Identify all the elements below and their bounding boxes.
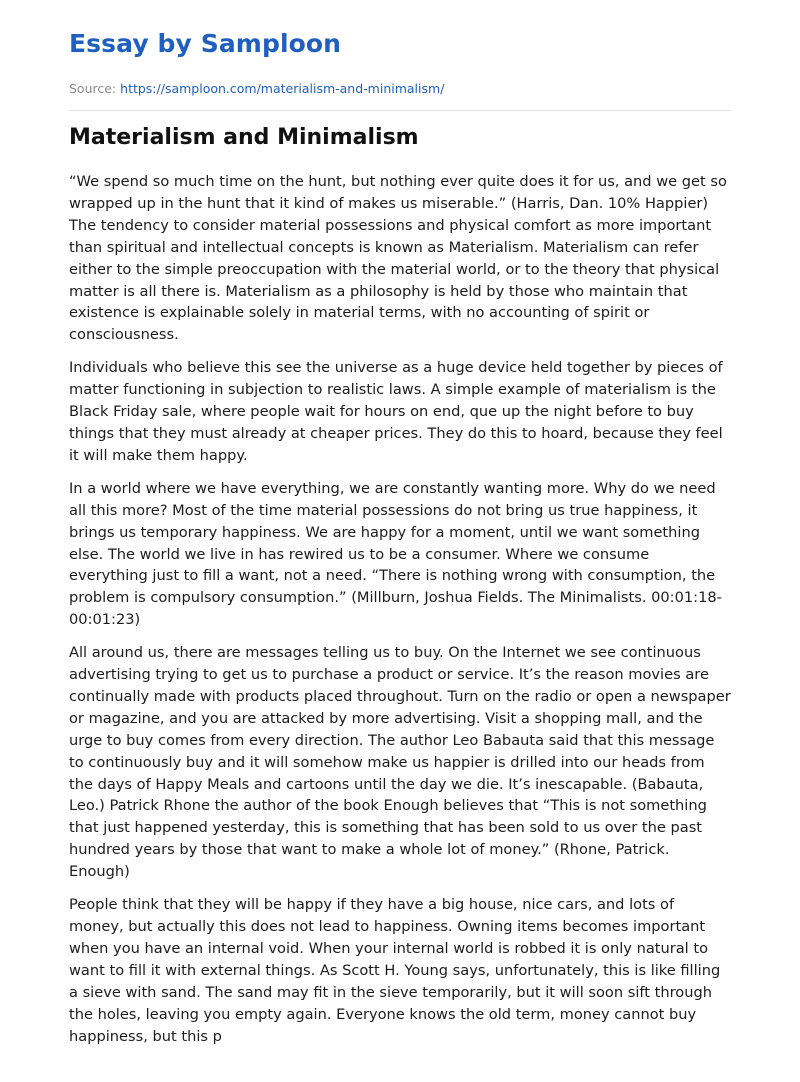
essay-paragraph: “We spend so much time on the hunt, but nothing ever quite does it for us, and we get so wrapped up in the hunt that it kind of makes us miserable.” (Harris, Dan. 10% Happier) The tendency to consider material possessions and physical comfort as more important than spiritual and intellectual concepts is known as Materialism. Materialism can refer either to the simple preoccupation with the material world, or to the theory that physical matter is all there is. Materialism as a philosophy is held by those who maintain that existence is explainable solely in material terms, with no accounting of spirit or consciousness. [69, 173, 727, 344]
site-brand: Essay by Samploon [69, 29, 342, 58]
source-line [69, 80, 731, 98]
essay-title: Materialism and Minimalism [69, 125, 419, 150]
essay-paragraph: In a world where we have everything, we are constantly wanting more. Why do we need all this more? Most of the time material possessions do not bring us true happiness, it brings us temporary happiness. We are happy for a moment, until we want something else. The world we live in has rewired us to be a consumer. Where we consume everything just to fill a want, not a need. “There is nothing wrong with consumption, the problem is compulsory consumption.” (Millburn, Joshua Fields. The Minimalists. 00:01:18-00:01:23) [69, 479, 722, 629]
essay-paragraph: People think that they will be happy if they have a big house, nice cars, and lots of money, but actually this does not lead to happiness. Owning items becomes important when you have an internal void. When your internal world is robbed it is only natural to want to fill it with external things. As Scott H. Young says, unfortunately, this is like filling a sieve with sand. The sand may fit in the sieve temporarily, but it will soon sift through the holes, leaving you empty again. Everyone knows the old term, money cannot buy happiness, but this p [69, 896, 721, 1045]
source-label: Source: [69, 81, 117, 96]
header-divider [69, 110, 731, 111]
essay-paragraph: Individuals who believe this see the universe as a huge device held together by pieces of matter functioning in subjection to realistic laws. A simple example of materialism is the Black Friday sale, where people wait for hours on end, que up the night before to buy things that they must already at cheaper prices. They do this to hoard, because they feel it will make them happy. [69, 359, 723, 464]
essay-paragraph: All around us, there are messages telling us to buy. On the Internet we see continuous advertising trying to get us to purchase a product or service. It’s the reason movies are continually made with products placed throughout. Turn on the radio or open a newspaper or magazine, and you are attacked by more advertising. Visit a shopping mall, and the urge to buy comes from every direction. The author Leo Babauta said that this message to continuously buy and it will somehow make us happier is drilled into our heads from the days of Happy Meals and cartoons until the day we die. It’s inescapable. (Babauta, Leo.) Patrick Rhone the author of the book Enough believes that “This is not something that just happened yesterday, this is something that has been sold to us over the past hundred years by those that want to make a whole lot of money.” (Rhone, Patrick. Enough) [69, 644, 731, 881]
essay-body [69, 171, 731, 1047]
source-link[interactable]: https://samploon.com/materialism-and-minimalism/ [120, 81, 445, 96]
